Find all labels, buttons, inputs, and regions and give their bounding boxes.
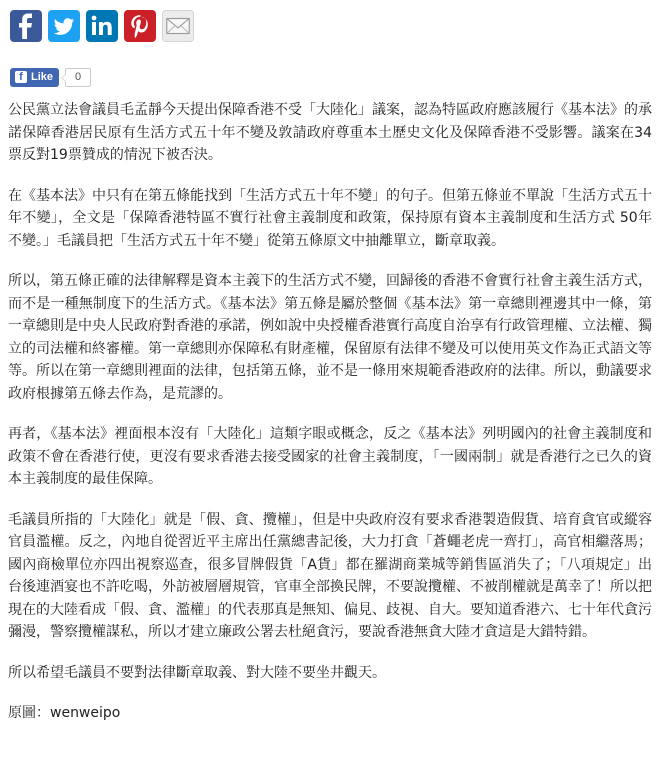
article-body [8,99,652,743]
facebook-like-button[interactable] [10,68,59,87]
share-bar [10,10,200,44]
facebook-icon [10,10,42,42]
twitter-icon [48,10,80,42]
facebook-f-icon: f [15,71,27,83]
like-label: Like [31,71,54,83]
envelope-icon [163,11,193,41]
facebook-like-widget [10,67,91,87]
like-count: 0 [65,68,91,87]
pinterest-share-button[interactable] [124,10,156,42]
twitter-share-button[interactable] [48,10,80,42]
facebook-share-button[interactable] [10,10,42,42]
article-paragraph: 毛議員所指的「大陸化」就是「假、貪、攬權」，但是中央政府沒有要求香港製造假貨、培育貪官或縱容官員濫權。反之，內地自從習近平主席出任黨總書記後，大力打貪「蒼蠅老虎一齊打」，高官相繼落馬；國內商檢單位亦四出視察巡查，很多冒牌假貨「A貨」都在羅湖商業城等銷售區消失了；「八項規定」出台後連酒宴也不許吃喝，外訪被層層規管，官車全部換民牌，不要說攬權、不被削權就是萬幸了！所以把現在的大陸看成「假、貪、濫權」的代表那真是無知、偏見、歧視、自大。要知道香港六、七十年代貪污彌漫，警察攬權謀私，所以才建立廉政公署去杜絕貪污，要說香港無貪大陸才貪這是大錯特錯。 [8,511,652,640]
linkedin-share-button[interactable] [86,10,118,42]
article-paragraph: 在《基本法》中只有在第五條能找到「生活方式五十年不變」的句子。但第五條並不單說「生活方式五十年不變」，全文是「保障香港特區不實行社會主義制度和政策，保持原有資本主義制度和生活方式 50年不變。」毛議員把「生活方式五十年不變」從第五條原文中抽離單立，斷章取義。 [8,187,652,249]
email-share-button[interactable] [162,10,194,42]
article-source: 原圖：wenweipo [8,705,121,721]
article-paragraph: 所以，第五條正確的法律解釋是資本主義下的生活方式不變，回歸後的香港不會實行社會主義生活方式，而不是一種無制度下的生活方式。《基本法》第五條是屬於整個《基本法》第一章總則裡邊其中一條，第一章總則是中央人民政府對香港的承諾，例如說中央授權香港實行高度自治享有行政管理權、立法權、獨立的司法權和終審權。第一章總則亦保障私有財產權，保留原有法律不變及可以使用英文作為正式語文等等。所以在第一章總則裡面的法律，包括第五條，並不是一條用來規範香港政府的法律。所以，動議要求政府根據第五條去作為，是荒謬的。 [8,273,652,402]
article-paragraph: 再者，《基本法》裡面根本沒有「大陸化」這類字眼或概念，反之《基本法》列明國內的社會主義制度和政策不會在香港行使，更沒有要求香港去接受國家的社會主義制度，「一國兩制」就是香港行之已久的資本主義制度的最佳保障。 [8,426,652,487]
linkedin-icon [86,10,118,42]
article-paragraph: 公民黨立法會議員毛孟靜今天提出保障香港不受「大陸化」議案，認為特區政府應該履行《基本法》的承諾保障香港居民原有生活方式五十年不變及敦請政府尊重本土歷史文化及保障香港不受影響。議案在34票反對19票贊成的情況下被否決。 [8,102,652,163]
article-paragraph: 所以希望毛議員不要對法律斷章取義、對大陸不要坐井觀天。 [8,664,386,681]
pinterest-icon [124,10,156,42]
